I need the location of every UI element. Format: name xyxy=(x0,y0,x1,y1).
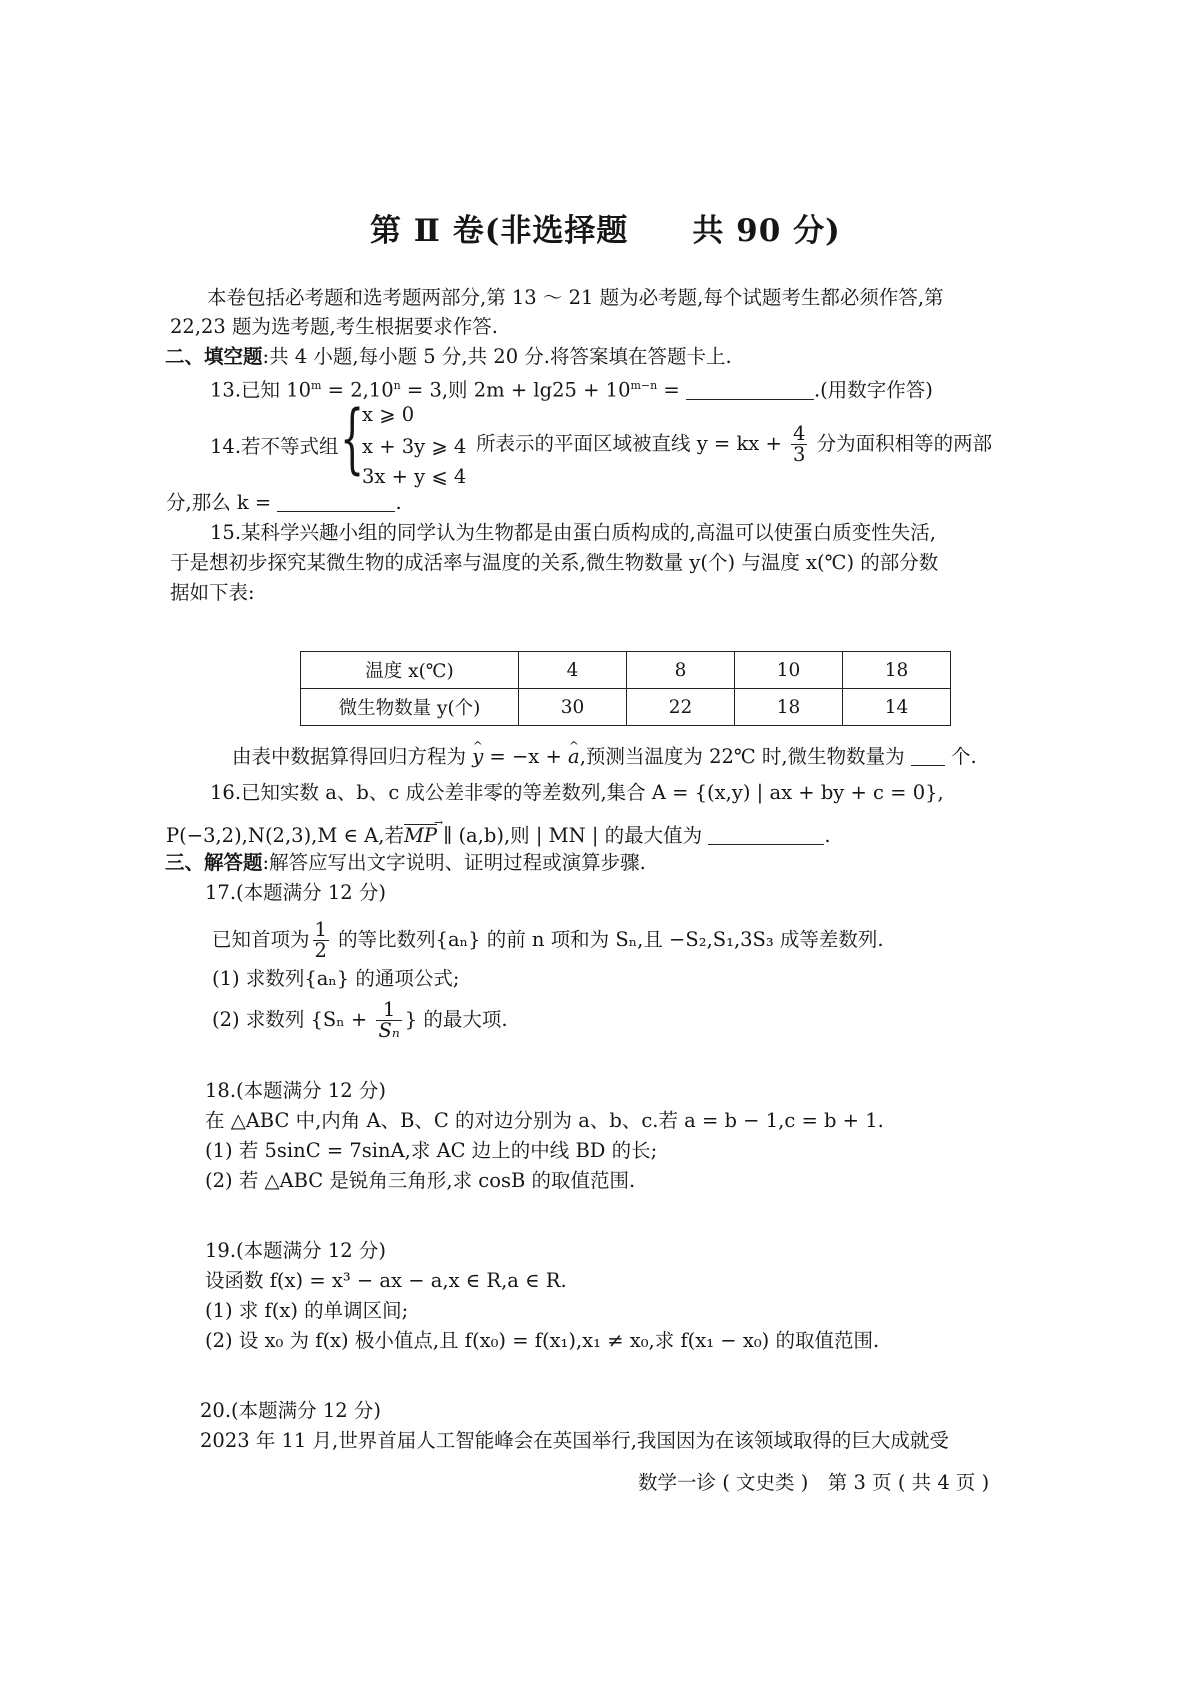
q18-part-1: (1) 若 5sinC = 7sinA,求 AC 边上的中线 BD 的长; xyxy=(205,1139,658,1162)
table-cell: 4 xyxy=(519,652,627,689)
q17-p2-frac-den: Sₙ xyxy=(378,1019,400,1042)
q17-text-b: 的等比数列{aₙ} 的前 n 项和为 Sₙ,且 −S₂,S₁,3S₃ 成等差数列. xyxy=(331,928,884,951)
section-2-heading xyxy=(165,346,732,368)
q17-statement xyxy=(212,920,884,961)
q19-part-2: (2) 设 x₀ 为 f(x) 极小值点,且 f(x₀) = f(x₁),x₁ ≠ x₀,求 f(x₁ − x₀) 的取值范围. xyxy=(205,1329,880,1352)
q14-ineq-1: x ⩾ 0 xyxy=(362,403,415,426)
q15-reg-unit: 个. xyxy=(944,745,977,768)
q17-text-a: 已知首项为 xyxy=(212,928,310,951)
q20-heading: 20.(本题满分 12 分) xyxy=(200,1399,381,1422)
page-footer: 数学一诊 ( 文史类 ) 第 3 页 ( 共 4 页 ) xyxy=(638,1471,990,1494)
q16-line-2 xyxy=(166,824,831,847)
section-3-label: 三、解答题 xyxy=(165,851,263,874)
q15-reg-text-c: ,预测当温度为 22℃ 时,微生物数量为 xyxy=(579,745,911,768)
q14-end: . xyxy=(395,491,402,514)
q13-note: .(用数字作答) xyxy=(813,378,933,402)
table-cell: 8 xyxy=(627,652,735,689)
q17-part-1: (1) 求数列{aₙ} 的通项公式; xyxy=(212,967,460,990)
section-2-label: 二、填空题 xyxy=(165,345,263,368)
q19-statement: 设函数 f(x) = x³ − ax − a,x ∈ R,a ∈ R. xyxy=(205,1269,567,1292)
q13-answer-blank xyxy=(686,381,814,400)
q14-text-tail: 分为面积相等的两部 xyxy=(810,432,993,455)
q17-part-2 xyxy=(212,1000,508,1041)
intro-line-1: 本卷包括必考题和选考题两部分,第 13 ～ 21 题为必考题,每个试题考生都必须作答,第 xyxy=(207,286,944,309)
q17-heading: 17.(本题满分 12 分) xyxy=(205,881,386,904)
section-2-desc: :共 4 小题,每小题 5 分,共 20 分.将答案填在答题卡上. xyxy=(262,345,732,368)
table-row-count xyxy=(301,689,951,726)
q17-p2-frac-num: 1 xyxy=(376,1000,401,1021)
q15-regression xyxy=(232,746,977,768)
q13-text-c: = 3,则 2m + lg25 + 10 xyxy=(400,378,631,402)
q14-brace: { xyxy=(340,393,365,482)
q17-p2-text-b: } 的最大项. xyxy=(404,1008,508,1031)
q14-continuation xyxy=(166,492,402,514)
table-cell: 14 xyxy=(843,689,951,726)
q15-reg-text-b: = −x + xyxy=(483,745,569,768)
q14-answer-blank xyxy=(277,493,395,512)
q15-reg-y-hat: ^ y xyxy=(472,746,483,768)
q17-fraction xyxy=(313,920,329,961)
q17-p2-text-a: (2) 求数列 {Sₙ + xyxy=(212,1008,374,1031)
q16-text-b: ∥ (a,b),则 | MN | 的最大值为 xyxy=(437,824,709,847)
q16-end: . xyxy=(824,824,831,847)
q15-line-1: 15.某科学兴趣小组的同学认为生物都是由蛋白质构成的,高温可以使蛋白质变性失活, xyxy=(210,521,936,544)
q13-sup-2: n xyxy=(393,379,401,392)
q15-reg-text-a: 由表中数据算得回归方程为 xyxy=(232,745,473,768)
q14-ineq-2: x + 3y ⩾ 4 xyxy=(362,435,467,458)
table-cell: 22 xyxy=(627,689,735,726)
q20-statement: 2023 年 11 月,世界首届人工智能峰会在英国举行,我国因为在该领域取得的巨大成就受 xyxy=(200,1429,949,1452)
q13-sup-1: m xyxy=(311,379,322,392)
q14-frac-num: 4 xyxy=(793,422,806,445)
q17-frac-den: 2 xyxy=(314,939,327,962)
q15-line-3: 据如下表: xyxy=(170,581,255,604)
section-title: 第 Ⅱ 卷(非选择题 共 90 分) xyxy=(370,213,841,249)
q18-part-2: (2) 若 △ABC 是锐角三角形,求 cosB 的取值范围. xyxy=(205,1169,636,1192)
q19-heading: 19.(本题满分 12 分) xyxy=(205,1239,386,1262)
q19-part-1: (1) 求 f(x) 的单调区间; xyxy=(205,1299,409,1322)
q15-data-table xyxy=(300,651,951,726)
table-row-temperature xyxy=(301,652,951,689)
section-3-heading xyxy=(165,852,646,874)
question-13 xyxy=(210,375,933,402)
table-cell: 10 xyxy=(735,652,843,689)
q13-sup-3: m−n xyxy=(630,379,658,392)
q14-text-main: 所表示的平面区域被直线 y = kx + xyxy=(476,432,789,455)
q17-frac-num: 1 xyxy=(314,918,327,941)
table-header-count: 微生物数量 y(个) xyxy=(301,689,519,726)
q16-answer-blank xyxy=(708,826,824,845)
q16-text-a: P(−3,2),N(2,3),M ∈ A,若 xyxy=(166,824,404,847)
q13-text-a: 13.已知 10 xyxy=(210,378,312,402)
table-cell: 30 xyxy=(519,689,627,726)
q16-line-1: 16.已知实数 a、b、c 成公差非零的等差数列,集合 A = {(x,y) | ax + by + c = 0}, xyxy=(210,781,944,804)
q15-answer-blank xyxy=(911,747,945,766)
q15-reg-a-hat: ^ a xyxy=(568,746,580,768)
q17-p2-fraction xyxy=(376,1000,401,1041)
q15-line-2: 于是想初步探究某微生物的成活率与温度的关系,微生物数量 y(个) 与温度 x(℃) 的部分数 xyxy=(170,551,939,574)
q14-cont-text: 分,那么 k = xyxy=(166,491,278,514)
q18-heading: 18.(本题满分 12 分) xyxy=(205,1079,386,1102)
intro-line-2: 22,23 题为选考题,考生根据要求作答. xyxy=(170,315,498,338)
q14-ineq-3: 3x + y ⩽ 4 xyxy=(362,465,467,488)
q13-text-d: = xyxy=(657,378,686,402)
q14-fraction xyxy=(791,424,807,465)
table-header-temperature: 温度 x(℃) xyxy=(301,652,519,689)
q14-frac-den: 3 xyxy=(793,443,806,466)
q18-statement: 在 △ABC 中,内角 A、B、C 的对边分别为 a、b、c.若 a = b − 1,c = b + 1. xyxy=(205,1109,884,1132)
q14-text xyxy=(476,424,992,465)
table-cell: 18 xyxy=(843,652,951,689)
section-3-desc: :解答应写出文字说明、证明过程或演算步骤. xyxy=(262,851,646,874)
table-cell: 18 xyxy=(735,689,843,726)
q16-vector-mp: MP → xyxy=(404,824,437,847)
q13-text-b: = 2,10 xyxy=(321,378,394,402)
q14-lead: 14.若不等式组 xyxy=(210,435,339,458)
